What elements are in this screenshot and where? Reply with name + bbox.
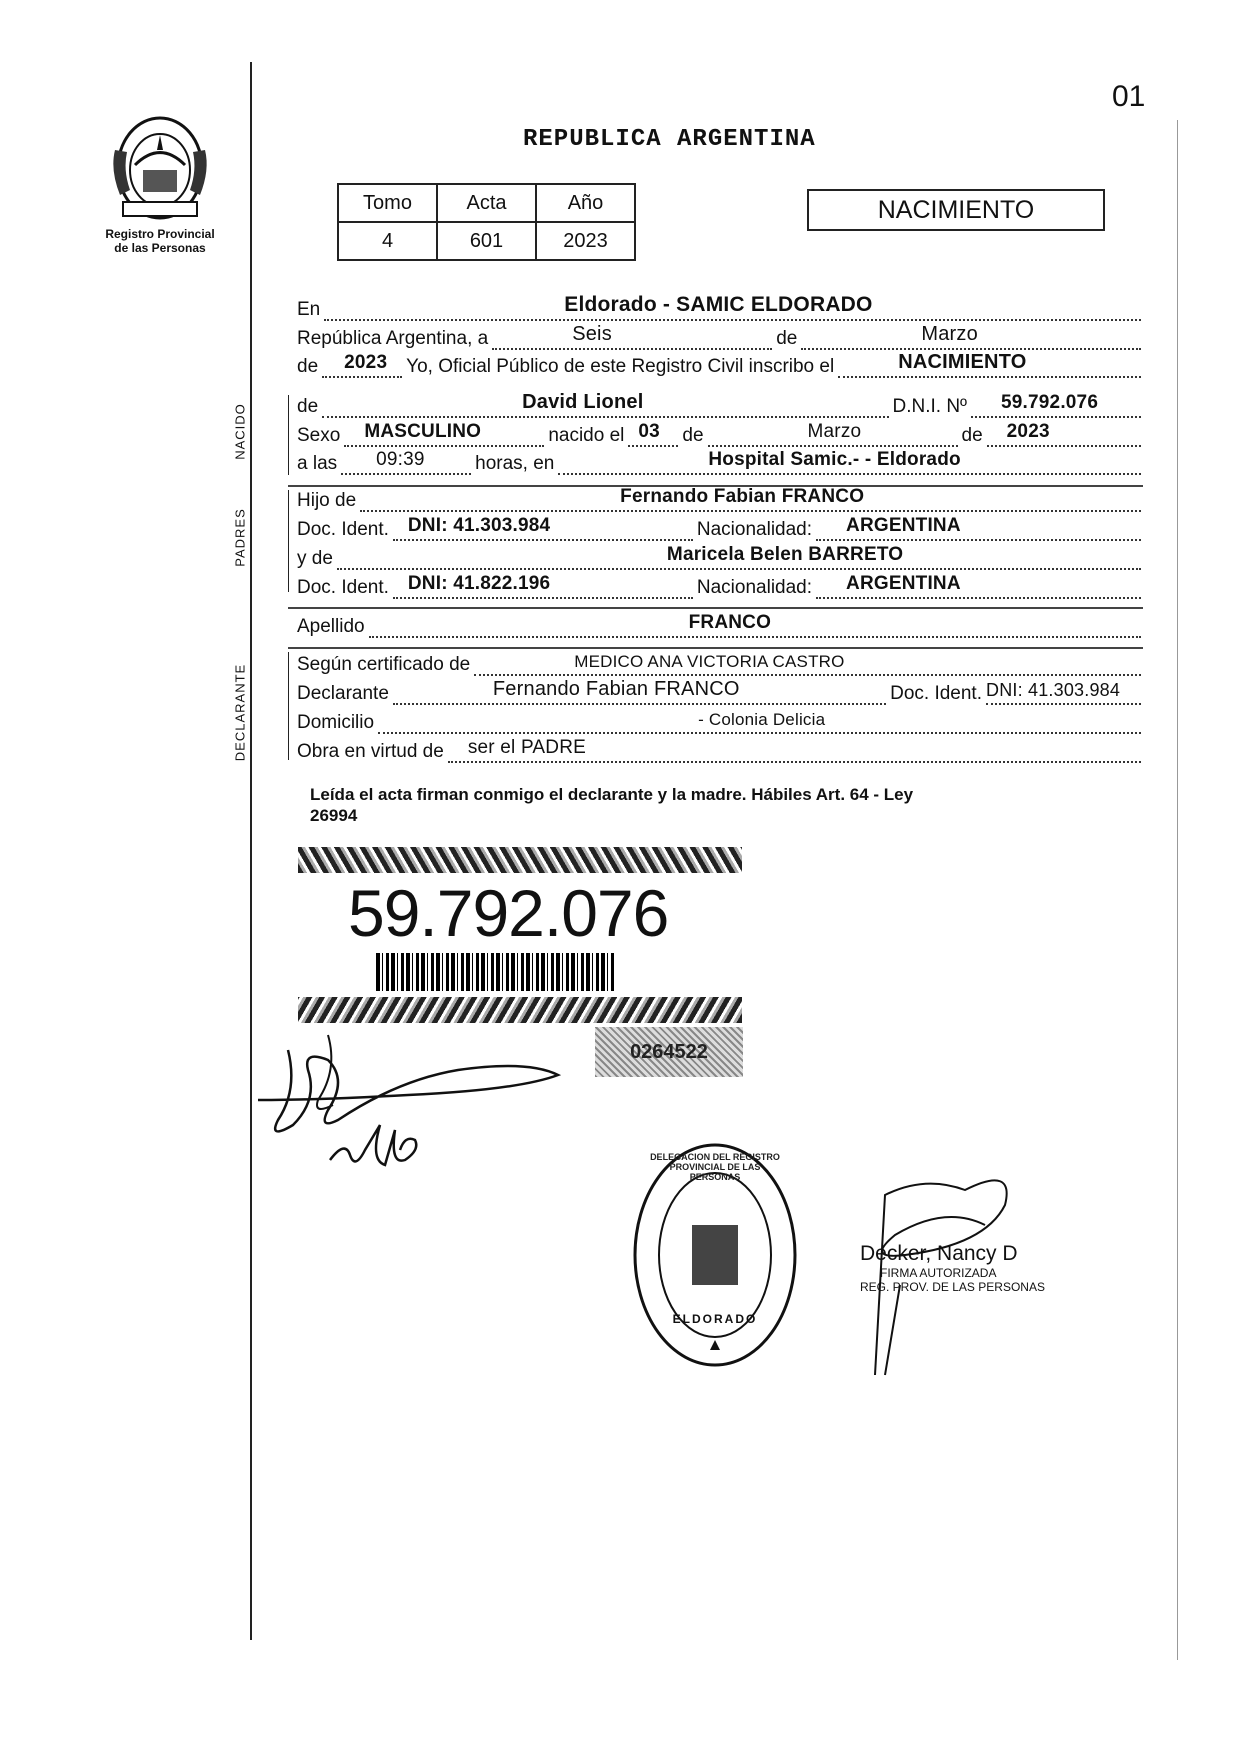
closing-text: Leída el acta firman conmigo el declarante y la madre. Hábiles Art. 64 - Ley 26994 — [310, 785, 914, 825]
right-margin-line — [1177, 120, 1178, 1660]
field-certificado: Según certificado de MEDICO ANA VICTORIA CASTRO — [297, 650, 1145, 676]
field-apellido: Apellido FRANCO — [297, 612, 1145, 638]
barcode-icon — [376, 953, 616, 991]
volume-table — [337, 183, 636, 261]
stamp-ring-text: DELEGACION DEL REGISTRO PROVINCIAL DE LAS PERSONAS — [650, 1152, 780, 1182]
field-madre: y de Maricela Belen BARRETO — [297, 544, 1145, 570]
dni-sticker — [298, 847, 742, 1024]
section-bar-nacido — [288, 395, 289, 475]
section-label-nacido: NACIDO — [232, 403, 248, 460]
field-en: En Eldorado - SAMIC ELDORADO — [297, 295, 1145, 321]
field-nombre: de David Lionel D.N.I. Nº 59.792.076 — [297, 392, 1145, 418]
section-bar-declarante — [288, 652, 289, 760]
registrar-title: FIRMA AUTORIZADA — [880, 1266, 997, 1280]
section-label-padres: PADRES — [232, 508, 248, 567]
field-obra: Obra en virtud de ser el PADRE — [297, 737, 1145, 763]
field-madre-doc: Doc. Ident. DNI: 41.822.196 Nacionalidad: ARGENTINA — [297, 573, 1145, 599]
field-padre: Hijo de Fernando Fabian FRANCO — [297, 486, 1145, 512]
registrar-office: REG. PROV. DE LAS PERSONAS — [860, 1280, 1045, 1294]
registrar-block — [860, 1242, 1080, 1294]
act-type-box: NACIMIENTO — [807, 189, 1105, 231]
volume-value: 4 — [338, 222, 437, 260]
field-hora: a las 09:39 horas, en Hospital Samic.- - Eldorado — [297, 449, 1145, 475]
registry-name: Registro Provincial de las Personas — [105, 227, 215, 255]
page-number: 01 — [1112, 80, 1146, 113]
field-sexo: Sexo MASCULINO nacido el 03 de Marzo de 2023 — [297, 421, 1145, 447]
field-anio: de 2023 Yo, Oficial Público de este Registro Civil inscribo el NACIMIENTO — [297, 352, 1145, 378]
field-padre-doc: Doc. Ident. DNI: 41.303.984 Nacionalidad: ARGENTINA — [297, 515, 1145, 541]
divider — [288, 647, 1143, 649]
left-margin-line — [250, 62, 252, 1640]
official-stamp-icon — [630, 1140, 800, 1370]
document-title: REPUBLICA ARGENTINA — [523, 126, 816, 153]
divider — [288, 607, 1143, 609]
security-band-icon — [298, 847, 742, 873]
volume-header: Año — [536, 184, 635, 222]
registrar-name: Decker, Nancy D — [860, 1242, 1018, 1265]
security-band-icon — [298, 997, 742, 1023]
field-fecha: República Argentina, a Seis de Marzo — [297, 324, 1145, 350]
volume-value: 601 — [437, 222, 536, 260]
serial-stamp: 0264522 — [595, 1027, 743, 1077]
field-domicilio: Domicilio - Colonia Delicia — [297, 708, 1145, 734]
section-bar-padres — [288, 490, 289, 592]
section-label-declarante: DECLARANTE — [232, 663, 248, 762]
volume-value: 2023 — [536, 222, 635, 260]
mother-signature-icon — [325, 1120, 435, 1180]
stamp-city: ELDORADO — [672, 1312, 758, 1326]
dni-number: 59.792.076 — [348, 876, 669, 950]
volume-header: Tomo — [338, 184, 437, 222]
field-declarante: Declarante Fernando Fabian FRANCO Doc. Ident. DNI: 41.303.984 — [297, 679, 1145, 705]
volume-header: Acta — [437, 184, 536, 222]
coat-of-arms-icon — [105, 110, 215, 225]
